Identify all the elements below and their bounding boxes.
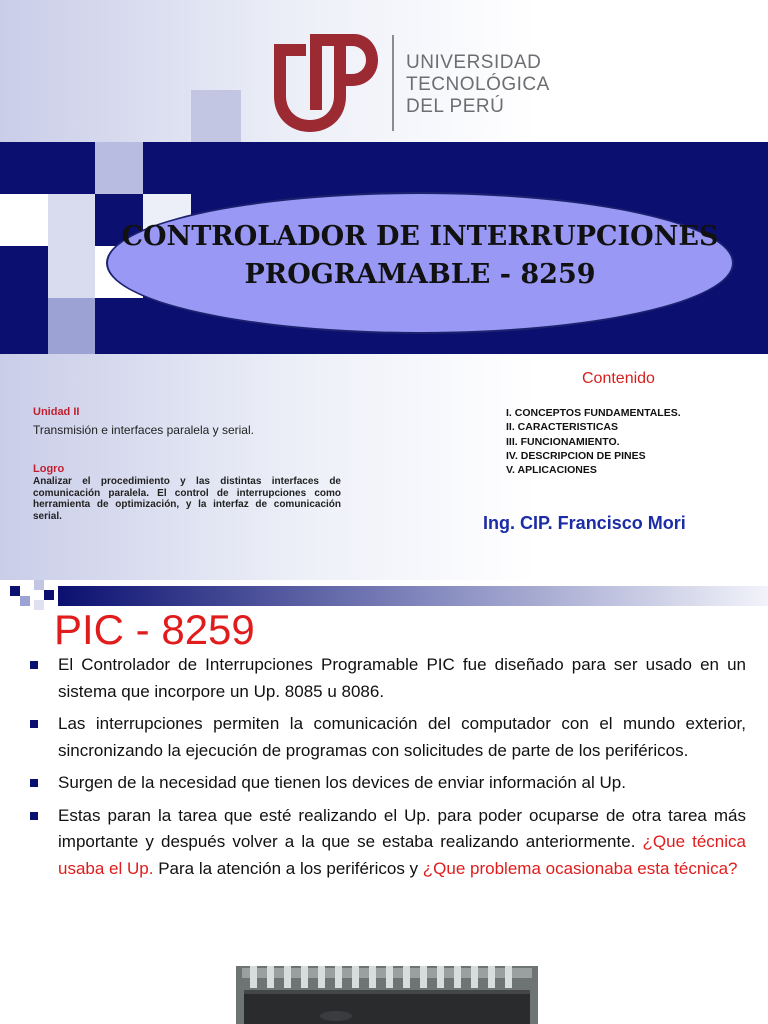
bullet-item bbox=[30, 770, 746, 797]
question-text: ¿Que problema ocasionaba esta técnica? bbox=[422, 858, 738, 878]
contenido-label: Contenido bbox=[582, 370, 655, 387]
university-name-line: UNIVERSIDAD bbox=[406, 52, 542, 73]
bullet-text: Surgen de la necesidad que tienen los devices de enviar información al Up. bbox=[58, 773, 626, 792]
decor-square bbox=[48, 194, 95, 298]
bullet-text: Para la atención a los periféricos y bbox=[158, 858, 419, 878]
bullet-item bbox=[30, 652, 746, 705]
slide-title bbox=[106, 218, 734, 294]
contents-list bbox=[506, 406, 681, 477]
utp-logo-icon bbox=[268, 30, 380, 136]
contents-item: IV. DESCRIPCION DE PINES bbox=[506, 449, 646, 462]
slide-title-line: PROGRAMABLE - 8259 bbox=[244, 259, 596, 290]
logo-divider bbox=[392, 35, 394, 131]
slide-title-line: CONTROLADOR DE INTERRUPCIONES bbox=[121, 221, 719, 252]
decor-square bbox=[48, 298, 95, 354]
content-slide bbox=[0, 580, 768, 1024]
contents-item: I. CONCEPTOS FUNDAMENTALES. bbox=[506, 407, 681, 419]
contents-item: II. CARACTERISTICAS bbox=[506, 421, 619, 434]
square-bullet-icon bbox=[30, 779, 38, 787]
slide-title: PIC - 8259 bbox=[54, 606, 255, 653]
square-bullet-icon bbox=[30, 812, 38, 820]
decor-square bbox=[20, 596, 30, 606]
decor-square bbox=[34, 580, 44, 590]
university-name-line: DEL PERÚ bbox=[406, 96, 505, 117]
unidad-text: Transmisión e interfaces paralela y serial. bbox=[33, 423, 254, 437]
university-logo bbox=[268, 30, 568, 140]
chip-photo bbox=[236, 966, 538, 1024]
square-bullet-icon bbox=[30, 661, 38, 669]
decor-square bbox=[34, 600, 44, 610]
decor-square bbox=[191, 90, 241, 142]
contents-item: V. APLICACIONES bbox=[506, 464, 597, 477]
decor-square bbox=[10, 586, 20, 596]
unidad-heading: Unidad II bbox=[33, 406, 80, 418]
bullet-list bbox=[30, 652, 746, 888]
question-text: ¿Que técnica usaba el Up. bbox=[58, 832, 746, 878]
university-name-line: TECNOLÓGICA bbox=[406, 74, 550, 95]
ic-chip-image bbox=[236, 966, 538, 1024]
contents-item: III. FUNCIONAMIENTO. bbox=[506, 435, 620, 448]
decor-square bbox=[44, 590, 54, 600]
header-bar bbox=[58, 586, 768, 606]
author-name: Ing. CIP. Francisco Mori bbox=[483, 513, 686, 533]
decor-square bbox=[95, 142, 143, 194]
logro-text: Analizar el procedimiento y las distintas interfaces de comunicación paralela. El control de interrupciones como herramienta de optimización, y la interfaz de comunicación serial. bbox=[33, 476, 341, 522]
university-name bbox=[406, 52, 550, 118]
bullet-item bbox=[30, 803, 746, 883]
bullet-text: Las interrupciones permiten la comunicación del computador con el mundo exterior, sincronizando la ejecución de programas con solicitudes de parte de los periféricos. bbox=[58, 714, 746, 760]
bullet-text: Estas paran la tarea que esté realizando el Up. para poder ocuparse de otra tarea más importante y después volver a la que se estaba realizando anteriormente. bbox=[58, 805, 746, 851]
bullet-item bbox=[30, 711, 746, 764]
logro-heading: Logro bbox=[33, 463, 65, 475]
decor-square bbox=[0, 194, 48, 246]
bullet-text: El Controlador de Interrupciones Programable PIC fue diseñado para ser usado en un sistema que incorpore un Up. 8085 u 8086. bbox=[58, 655, 746, 701]
square-bullet-icon bbox=[30, 720, 38, 728]
